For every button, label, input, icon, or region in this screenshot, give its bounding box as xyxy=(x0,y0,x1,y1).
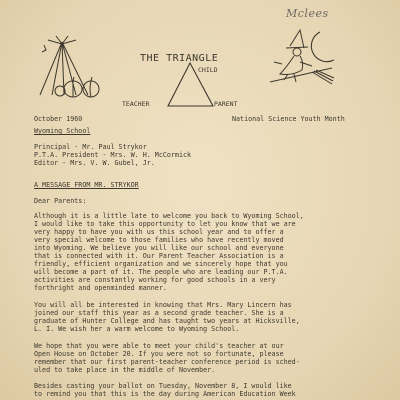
paragraph-line: Besides casting your ballot on Tuesday, November 8, I would like xyxy=(34,382,292,390)
masthead-title: THE TRIANGLE xyxy=(140,53,219,64)
paragraph-line: I would like to take this opportunity to let you know that we are xyxy=(34,220,296,228)
staff-pta-president: P.T.A. President - Mrs. W. H. McCormick xyxy=(34,151,192,159)
issue-date: October 1960 xyxy=(34,115,83,123)
paragraph-line: remember that our first parent-teacher conference period is sched- xyxy=(34,358,300,366)
paragraph-line: very happy to have you with us this school year and to offer a xyxy=(34,228,284,236)
paragraph-line: We hope that you were able to meet your child's teacher at our xyxy=(34,342,284,350)
paragraph-line: friendly, efficient organization and we sincerely hope that you xyxy=(34,260,288,268)
paragraph-line: L. I. We wish her a warm welcome to Wyoming School. xyxy=(34,325,240,333)
paragraph-line: Although it is a little late to welcome you back to Wyoming School, xyxy=(34,212,304,220)
paragraph-line: You will all be interested in knowing that Mrs. Mary Lincern has xyxy=(34,301,292,309)
moon-icon xyxy=(311,32,334,62)
paragraph-line: into Wyoming. We believe you will like our school and everyone xyxy=(34,244,284,252)
salutation: Dear Parents: xyxy=(34,197,87,205)
label-child: CHILD xyxy=(198,66,218,74)
section-heading: A MESSAGE FROM MR. STRYKOR xyxy=(34,181,139,189)
event-banner: National Science Youth Month xyxy=(232,115,345,123)
school-name: Wyoming School xyxy=(34,127,91,135)
masthead-illustration xyxy=(0,0,400,112)
paragraph-line: graduate of Hunter College and has taught two years at Hicksville, xyxy=(34,317,300,325)
paragraph-line: forthright and openminded manner. xyxy=(34,284,167,292)
paragraph-line: joined our staff this year as a second grade teacher. She is a xyxy=(34,309,284,317)
staff-editor: Editor - Mrs. V. W. Gubel, Jr. xyxy=(34,159,155,167)
label-teacher: TEACHER xyxy=(122,100,150,108)
paragraph-line: very special welcome to those families who have recently moved xyxy=(34,236,284,244)
witch-icon xyxy=(270,30,334,84)
teepee-icon xyxy=(40,36,88,95)
label-parent: PARENT xyxy=(214,100,238,108)
paragraph-line: to remind you that this is the day during American Education Week xyxy=(34,390,296,398)
staff-principal: Principal - Mr. Paul Strykor xyxy=(34,143,147,151)
paragraph-line: will become a part of it. The people who are leading our P.T.A. xyxy=(34,268,288,276)
handwritten-note: Mclees xyxy=(286,7,329,20)
paragraph-line: that is connected with it. Our Parent Teacher Association is a xyxy=(34,252,284,260)
pumpkins-icon xyxy=(55,77,99,97)
paragraph-line: uled to take place in the middle of November. xyxy=(34,366,216,374)
paragraph-line: activities are constantly working for good schools in a very xyxy=(34,276,276,284)
paragraph-line: Open House on October 20. If you were not so fortunate, please xyxy=(34,350,284,358)
